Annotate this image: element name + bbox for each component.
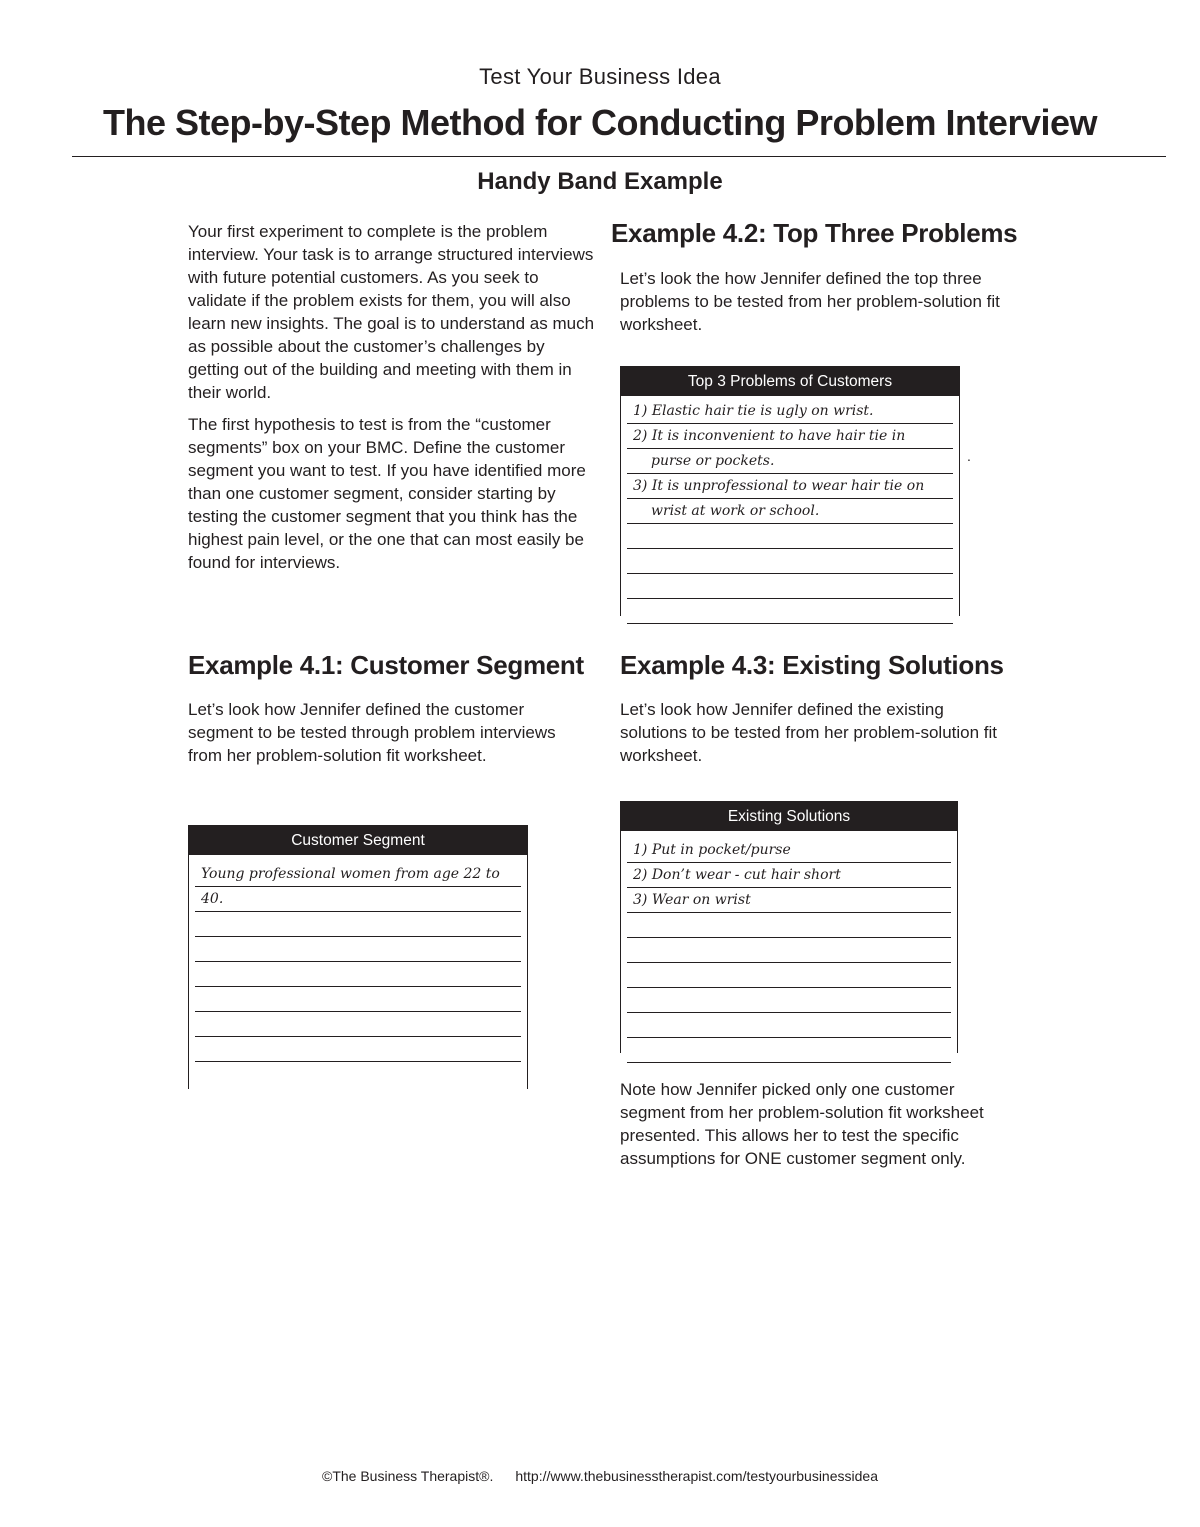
page-title: The Step-by-Step Method for Conducting Problem Interview xyxy=(102,102,1098,143)
note-text: Note how Jennifer picked only one customer segment from her problem-solution fit worksheet presented. This allows her to test the specific assumptions for ONE customer segment only. xyxy=(620,1080,984,1168)
example-4-2-heading: Example 4.2: Top Three Problems xyxy=(611,218,1018,248)
footer xyxy=(0,1468,1200,1484)
worksheet-line xyxy=(627,1013,951,1038)
worksheet-line: 2) Don’t wear - cut hair short xyxy=(627,863,951,888)
worksheet-line xyxy=(195,962,521,987)
worksheet-line xyxy=(195,987,521,1012)
top-problems-box xyxy=(620,366,960,616)
worksheet-line xyxy=(627,913,951,938)
worksheet-line: 1) Elastic hair tie is ugly on wrist. xyxy=(627,399,953,424)
example-4-1-heading: Example 4.1: Customer Segment xyxy=(188,650,584,680)
worksheet-line xyxy=(195,1037,521,1062)
top-problems-box-title: Top 3 Problems of Customers xyxy=(621,366,959,396)
example-4-1-text: Let’s look how Jennifer defined the customer segment to be tested through problem interviews from her problem-solution fit worksheet. xyxy=(188,700,556,765)
page-subheading: Handy Band Example xyxy=(477,168,723,195)
worksheet-line xyxy=(627,938,951,963)
worksheet-line xyxy=(627,524,953,549)
existing-solutions-box-title: Existing Solutions xyxy=(621,801,957,831)
example-4-2-text: Let’s look the how Jennifer defined the top three problems to be tested from her problem-solution fit worksheet. xyxy=(620,269,1000,334)
supertitle: Test Your Business Idea xyxy=(479,64,721,89)
customer-segment-lines xyxy=(189,855,527,1062)
intro-paragraph-2: The first hypothesis to test is from the “customer segments” box on your BMC. Define the customer segment you want to test. If you have identified more than one customer segment, consider starting by testing the customer segment that you think has the highest pain level, or the one that can most easily be found for interviews. xyxy=(188,415,586,572)
worksheet-line: wrist at work or school. xyxy=(627,499,953,524)
stray-mark: . xyxy=(967,448,971,464)
worksheet-line xyxy=(195,912,521,937)
footer-url-link[interactable]: http://www.thebusinesstherapist.com/testyourbusinessidea xyxy=(515,1468,878,1484)
example-4-3-text: Let’s look how Jennifer defined the existing solutions to be tested from her problem-solution fit worksheet. xyxy=(620,700,998,765)
worksheet-line xyxy=(627,963,951,988)
existing-solutions-box xyxy=(620,801,958,1053)
existing-solutions-lines xyxy=(621,831,957,1063)
example-4-3-heading: Example 4.3: Existing Solutions xyxy=(620,650,1004,680)
worksheet-line xyxy=(627,574,953,599)
worksheet-line xyxy=(627,1038,951,1063)
footer-copyright: ©The Business Therapist®. xyxy=(322,1468,494,1484)
worksheet-line xyxy=(627,988,951,1013)
worksheet-line xyxy=(627,599,953,624)
top-problems-lines xyxy=(621,396,959,624)
intro-paragraph-1: Your first experiment to complete is the problem interview. Your task is to arrange structured interviews with future potential customers. As you seek to validate if the problem exists for them, you will also learn new insights. The goal is to understand as much as possible about the customer’s challenges by getting out of the building and meeting with them in their world. xyxy=(188,222,595,402)
intro-text xyxy=(188,220,600,583)
worksheet-line xyxy=(195,937,521,962)
worksheet-line: 40. xyxy=(195,887,521,912)
worksheet-line: Young professional women from age 22 to xyxy=(195,862,521,887)
worksheet-line: 3) It is unprofessional to wear hair tie on xyxy=(627,474,953,499)
worksheet-line xyxy=(195,1012,521,1037)
customer-segment-box-title: Customer Segment xyxy=(189,825,527,855)
worksheet-line: 1) Put in pocket/purse xyxy=(627,838,951,863)
worksheet-line: 3) Wear on wrist xyxy=(627,888,951,913)
worksheet-line xyxy=(627,549,953,574)
worksheet-line: purse or pockets. xyxy=(627,449,953,474)
title-divider xyxy=(72,156,1166,157)
worksheet-line: 2) It is inconvenient to have hair tie in xyxy=(627,424,953,449)
customer-segment-box xyxy=(188,825,528,1089)
